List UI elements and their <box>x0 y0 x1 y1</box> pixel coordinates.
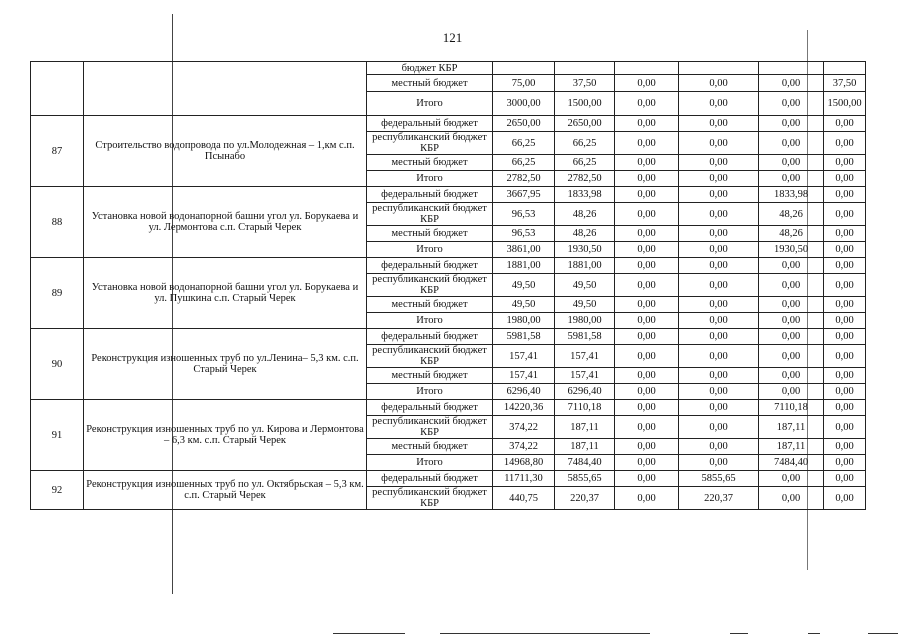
amount-cell: 0,00 <box>824 487 866 510</box>
amount-cell: 0,00 <box>615 297 679 313</box>
funding-source-cell: федеральный бюджет <box>367 187 493 203</box>
amount-cell: 0,00 <box>824 258 866 274</box>
funding-source-cell: Итого <box>367 171 493 187</box>
amount-cell: 7484,40 <box>555 455 615 471</box>
amount-cell: 157,41 <box>493 368 555 384</box>
amount-cell: 96,53 <box>493 203 555 226</box>
amount-cell <box>759 62 824 75</box>
amount-cell: 0,00 <box>679 274 759 297</box>
amount-cell: 0,00 <box>759 329 824 345</box>
amount-cell: 48,26 <box>555 226 615 242</box>
amount-cell: 0,00 <box>679 155 759 171</box>
funding-source-cell: местный бюджет <box>367 75 493 92</box>
amount-cell: 1881,00 <box>555 258 615 274</box>
amount-cell: 0,00 <box>759 75 824 92</box>
amount-cell: 0,00 <box>615 187 679 203</box>
amount-cell: 3667,95 <box>493 187 555 203</box>
funding-source-cell: местный бюджет <box>367 155 493 171</box>
project-name-cell: Реконструкция изношенных труб по ул. Октябрьская – 5,3 км. с.п. Старый Черек <box>84 471 367 510</box>
amount-cell: 0,00 <box>759 368 824 384</box>
footer-rule-3 <box>730 633 748 634</box>
amount-cell: 220,37 <box>555 487 615 510</box>
amount-cell: 440,75 <box>493 487 555 510</box>
amount-cell: 37,50 <box>824 75 866 92</box>
amount-cell: 0,00 <box>615 471 679 487</box>
amount-cell: 0,00 <box>615 116 679 132</box>
amount-cell: 0,00 <box>679 297 759 313</box>
amount-cell: 0,00 <box>679 92 759 116</box>
amount-cell: 14220,36 <box>493 400 555 416</box>
amount-cell: 0,00 <box>824 471 866 487</box>
amount-cell: 0,00 <box>824 384 866 400</box>
funding-source-cell: местный бюджет <box>367 297 493 313</box>
amount-cell: 187,11 <box>555 439 615 455</box>
project-number-cell: 92 <box>31 471 84 510</box>
amount-cell: 0,00 <box>679 203 759 226</box>
amount-cell: 37,50 <box>555 75 615 92</box>
amount-cell: 0,00 <box>759 116 824 132</box>
amount-cell: 2650,00 <box>493 116 555 132</box>
amount-cell: 66,25 <box>555 155 615 171</box>
funding-source-cell: республиканский бюджет КБР <box>367 416 493 439</box>
amount-cell: 0,00 <box>615 274 679 297</box>
amount-cell: 0,00 <box>615 92 679 116</box>
amount-cell: 0,00 <box>615 439 679 455</box>
footer-rule-1 <box>333 633 405 634</box>
amount-cell: 1833,98 <box>759 187 824 203</box>
amount-cell: 0,00 <box>679 345 759 368</box>
project-name-cell: Строительство водопровода по ул.Молодежная – 1,км с.п. Псынабо <box>84 116 367 187</box>
amount-cell: 0,00 <box>615 329 679 345</box>
amount-cell: 0,00 <box>759 471 824 487</box>
funding-source-cell: Итого <box>367 242 493 258</box>
amount-cell: 0,00 <box>759 92 824 116</box>
amount-cell: 1980,00 <box>555 313 615 329</box>
amount-cell: 0,00 <box>679 242 759 258</box>
table-row <box>31 187 866 203</box>
table-row <box>31 62 866 75</box>
amount-cell: 1500,00 <box>555 92 615 116</box>
page-number: 121 <box>442 30 463 45</box>
amount-cell: 0,00 <box>824 203 866 226</box>
project-number-cell: 90 <box>31 329 84 400</box>
amount-cell: 49,50 <box>555 274 615 297</box>
funding-source-cell: федеральный бюджет <box>367 258 493 274</box>
amount-cell: 187,11 <box>555 416 615 439</box>
amount-cell: 0,00 <box>615 400 679 416</box>
amount-cell: 49,50 <box>493 274 555 297</box>
funding-source-cell: Итого <box>367 384 493 400</box>
amount-cell: 6296,40 <box>555 384 615 400</box>
table-row <box>31 329 866 345</box>
amount-cell: 0,00 <box>679 132 759 155</box>
amount-cell: 0,00 <box>824 329 866 345</box>
amount-cell: 2650,00 <box>555 116 615 132</box>
project-name-cell: Реконструкция изношенных труб по ул. Кирова и Лермонтова – 6,3 км. с.п. Старый Черек <box>84 400 367 471</box>
amount-cell: 0,00 <box>679 329 759 345</box>
amount-cell: 0,00 <box>824 416 866 439</box>
amount-cell: 0,00 <box>824 297 866 313</box>
funding-source-cell: федеральный бюджет <box>367 400 493 416</box>
project-number-cell: 91 <box>31 400 84 471</box>
amount-cell: 0,00 <box>679 455 759 471</box>
project-name-cell: Реконструкция изношенных труб по ул.Ленина– 5,3 км. с.п. Старый Черек <box>84 329 367 400</box>
amount-cell: 0,00 <box>759 274 824 297</box>
amount-cell: 0,00 <box>679 187 759 203</box>
amount-cell: 0,00 <box>759 258 824 274</box>
amount-cell: 0,00 <box>824 132 866 155</box>
amount-cell: 0,00 <box>615 242 679 258</box>
amount-cell: 0,00 <box>615 258 679 274</box>
project-number-cell: 87 <box>31 116 84 187</box>
amount-cell <box>824 62 866 75</box>
funding-source-cell: Итого <box>367 92 493 116</box>
amount-cell: 66,25 <box>555 132 615 155</box>
amount-cell: 0,00 <box>824 242 866 258</box>
amount-cell: 5981,58 <box>555 329 615 345</box>
project-number-cell: 88 <box>31 187 84 258</box>
amount-cell: 374,22 <box>493 416 555 439</box>
amount-cell: 0,00 <box>615 155 679 171</box>
amount-cell: 48,26 <box>759 203 824 226</box>
funding-source-cell: бюджет КБР <box>367 62 493 75</box>
amount-cell: 0,00 <box>679 226 759 242</box>
amount-cell: 187,11 <box>759 439 824 455</box>
amount-cell: 3861,00 <box>493 242 555 258</box>
amount-cell: 49,50 <box>493 297 555 313</box>
funding-source-cell: местный бюджет <box>367 368 493 384</box>
amount-cell: 0,00 <box>759 313 824 329</box>
amount-cell <box>555 62 615 75</box>
amount-cell: 0,00 <box>824 116 866 132</box>
amount-cell: 0,00 <box>679 116 759 132</box>
amount-cell: 0,00 <box>679 75 759 92</box>
amount-cell: 0,00 <box>615 171 679 187</box>
amount-cell: 0,00 <box>615 75 679 92</box>
amount-cell: 0,00 <box>759 171 824 187</box>
amount-cell: 0,00 <box>824 455 866 471</box>
amount-cell: 0,00 <box>824 400 866 416</box>
amount-cell: 7110,18 <box>759 400 824 416</box>
table-row <box>31 116 866 132</box>
amount-cell: 0,00 <box>824 274 866 297</box>
amount-cell: 0,00 <box>759 155 824 171</box>
funding-source-cell: республиканский бюджет КБР <box>367 345 493 368</box>
amount-cell: 0,00 <box>679 258 759 274</box>
amount-cell: 11711,30 <box>493 471 555 487</box>
amount-cell: 0,00 <box>615 132 679 155</box>
footer-rule-2 <box>440 633 650 634</box>
amount-cell: 0,00 <box>679 384 759 400</box>
project-name-cell: Установка новой водонапорной башни угол ул. Борукаева и ул. Пушкина с.п. Старый Черек <box>84 258 367 329</box>
amount-cell: 187,11 <box>759 416 824 439</box>
amount-cell: 0,00 <box>615 487 679 510</box>
amount-cell: 0,00 <box>679 313 759 329</box>
footer-rule-4 <box>808 633 820 634</box>
amount-cell: 1881,00 <box>493 258 555 274</box>
funding-source-cell: Итого <box>367 313 493 329</box>
project-number-cell: 89 <box>31 258 84 329</box>
amount-cell: 1500,00 <box>824 92 866 116</box>
amount-cell: 0,00 <box>679 171 759 187</box>
amount-cell: 0,00 <box>824 313 866 329</box>
amount-cell: 0,00 <box>759 345 824 368</box>
amount-cell: 0,00 <box>615 226 679 242</box>
project-name-cell <box>84 62 367 116</box>
amount-cell: 2782,50 <box>493 171 555 187</box>
amount-cell: 157,41 <box>555 345 615 368</box>
amount-cell: 157,41 <box>493 345 555 368</box>
table-row <box>31 400 866 416</box>
amount-cell: 0,00 <box>615 203 679 226</box>
amount-cell: 48,26 <box>759 226 824 242</box>
amount-cell: 0,00 <box>824 155 866 171</box>
amount-cell: 48,26 <box>555 203 615 226</box>
amount-cell: 0,00 <box>615 368 679 384</box>
amount-cell: 0,00 <box>824 171 866 187</box>
amount-cell: 0,00 <box>615 345 679 368</box>
footer-rule-5 <box>868 633 898 634</box>
amount-cell: 5855,65 <box>555 471 615 487</box>
amount-cell: 1833,98 <box>555 187 615 203</box>
amount-cell: 0,00 <box>824 187 866 203</box>
amount-cell: 0,00 <box>824 226 866 242</box>
funding-source-cell: республиканский бюджет КБР <box>367 274 493 297</box>
funding-source-cell: федеральный бюджет <box>367 329 493 345</box>
amount-cell: 0,00 <box>615 416 679 439</box>
amount-cell: 1930,50 <box>555 242 615 258</box>
amount-cell: 49,50 <box>555 297 615 313</box>
funding-source-cell: федеральный бюджет <box>367 116 493 132</box>
amount-cell: 0,00 <box>759 487 824 510</box>
funding-source-cell: местный бюджет <box>367 226 493 242</box>
amount-cell: 14968,80 <box>493 455 555 471</box>
amount-cell <box>615 62 679 75</box>
amount-cell: 66,25 <box>493 155 555 171</box>
amount-cell: 0,00 <box>615 384 679 400</box>
amount-cell: 0,00 <box>759 297 824 313</box>
amount-cell: 0,00 <box>759 384 824 400</box>
amount-cell: 3000,00 <box>493 92 555 116</box>
funding-source-cell: республиканский бюджет КБР <box>367 132 493 155</box>
funding-source-cell: Итого <box>367 455 493 471</box>
amount-cell <box>493 62 555 75</box>
funding-source-cell: федеральный бюджет <box>367 471 493 487</box>
project-number-cell <box>31 62 84 116</box>
budget-table <box>30 61 866 510</box>
funding-source-cell: республиканский бюджет КБР <box>367 487 493 510</box>
amount-cell: 66,25 <box>493 132 555 155</box>
amount-cell: 7484,40 <box>759 455 824 471</box>
amount-cell: 0,00 <box>824 439 866 455</box>
amount-cell: 0,00 <box>615 313 679 329</box>
amount-cell: 0,00 <box>824 368 866 384</box>
amount-cell: 374,22 <box>493 439 555 455</box>
amount-cell: 0,00 <box>679 400 759 416</box>
amount-cell: 157,41 <box>555 368 615 384</box>
amount-cell: 1980,00 <box>493 313 555 329</box>
amount-cell: 6296,40 <box>493 384 555 400</box>
amount-cell: 96,53 <box>493 226 555 242</box>
amount-cell <box>679 62 759 75</box>
amount-cell: 0,00 <box>615 455 679 471</box>
table-row <box>31 471 866 487</box>
amount-cell: 5981,58 <box>493 329 555 345</box>
amount-cell: 75,00 <box>493 75 555 92</box>
amount-cell: 0,00 <box>679 368 759 384</box>
amount-cell: 220,37 <box>679 487 759 510</box>
amount-cell: 5855,65 <box>679 471 759 487</box>
funding-source-cell: республиканский бюджет КБР <box>367 203 493 226</box>
amount-cell: 0,00 <box>759 132 824 155</box>
funding-source-cell: местный бюджет <box>367 439 493 455</box>
project-name-cell: Установка новой водонапорной башни угол ул. Борукаева и ул. Лермонтова с.п. Старый Черек <box>84 187 367 258</box>
table-row <box>31 258 866 274</box>
amount-cell: 7110,18 <box>555 400 615 416</box>
amount-cell: 1930,50 <box>759 242 824 258</box>
amount-cell: 0,00 <box>824 345 866 368</box>
amount-cell: 2782,50 <box>555 171 615 187</box>
amount-cell: 0,00 <box>679 416 759 439</box>
amount-cell: 0,00 <box>679 439 759 455</box>
